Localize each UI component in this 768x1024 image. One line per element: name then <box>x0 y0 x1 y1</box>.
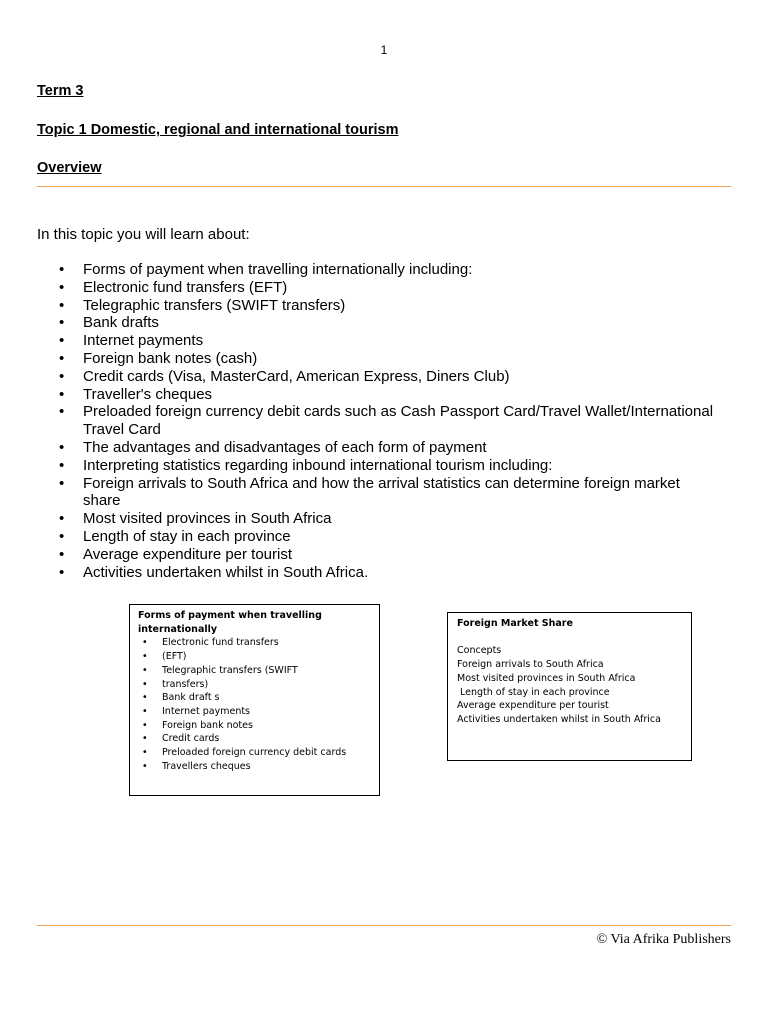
payment-box-item: • Telegraphic transfers (SWIFT <box>130 664 379 678</box>
bullet-item: • Foreign arrivals to South Africa and how the arrival statistics can determine foreign market share <box>37 475 717 511</box>
bullet-item: • Preloaded foreign currency debit cards such as Cash Passport Card/Travel Wallet/International Travel Card <box>37 403 717 439</box>
bullet-item: • Credit cards (Visa, MasterCard, American Express, Diners Club) <box>37 368 717 386</box>
overview-heading: Overview <box>37 160 102 176</box>
bullet-item: • Activities undertaken whilst in South Africa. <box>37 564 717 582</box>
top-divider <box>37 186 731 187</box>
topic-heading: Topic 1 Domestic, regional and international tourism <box>37 122 399 138</box>
payment-forms-box <box>129 604 380 796</box>
page-number: 1 <box>380 43 388 57</box>
market-box-line: Length of stay in each province <box>457 686 610 698</box>
bullet-item: • Foreign bank notes (cash) <box>37 350 717 368</box>
bullet-item: • Telegraphic transfers (SWIFT transfers) <box>37 297 717 315</box>
payment-box-item: • Bank draft s <box>130 691 379 705</box>
market-box-line: Concepts <box>457 645 502 657</box>
intro-text: In this topic you will learn about: <box>37 226 250 243</box>
term-heading: Term 3 <box>37 83 84 99</box>
bullet-item: • Average expenditure per tourist <box>37 546 717 564</box>
payment-box-item: • Travellers cheques <box>130 760 379 774</box>
bullet-item: • Internet payments <box>37 332 717 350</box>
market-box-line: Activities undertaken whilst in South Africa <box>457 713 661 725</box>
payment-box-title: Forms of payment when travelling internationally <box>138 610 322 635</box>
payment-box-item: • Preloaded foreign currency debit cards <box>130 746 379 760</box>
bullet-item: • Length of stay in each province <box>37 528 717 546</box>
market-box-line: Foreign arrivals to South Africa <box>457 659 604 671</box>
copyright-footer: © Via Afrika Publishers <box>596 932 731 947</box>
bullet-item: • The advantages and disadvantages of each form of payment <box>37 439 717 457</box>
bottom-divider <box>37 925 731 926</box>
payment-box-item: • Foreign bank notes <box>130 719 379 733</box>
bullet-item: • Interpreting statistics regarding inbound international tourism including: <box>37 457 717 475</box>
payment-box-item: • Internet payments <box>130 705 379 719</box>
market-box-line: Average expenditure per tourist <box>457 700 609 712</box>
payment-box-item: • (EFT) <box>130 650 379 664</box>
bullet-item: • Bank drafts <box>37 314 717 332</box>
bullet-item: • Most visited provinces in South Africa <box>37 510 717 528</box>
bullet-item: • Forms of payment when travelling internationally including: <box>37 261 717 279</box>
market-box-line: Most visited provinces in South Africa <box>457 672 636 684</box>
payment-box-item: • transfers) <box>130 678 379 692</box>
payment-box-list <box>130 636 379 773</box>
payment-box-item: • Electronic fund transfers <box>130 636 379 650</box>
topic-bullet-list <box>37 261 717 581</box>
market-share-box <box>447 612 692 761</box>
bullet-item: • Electronic fund transfers (EFT) <box>37 279 717 297</box>
payment-box-item: • Credit cards <box>130 732 379 746</box>
market-box-title: Foreign Market Share <box>457 618 573 629</box>
bullet-item: • Traveller's cheques <box>37 386 717 404</box>
